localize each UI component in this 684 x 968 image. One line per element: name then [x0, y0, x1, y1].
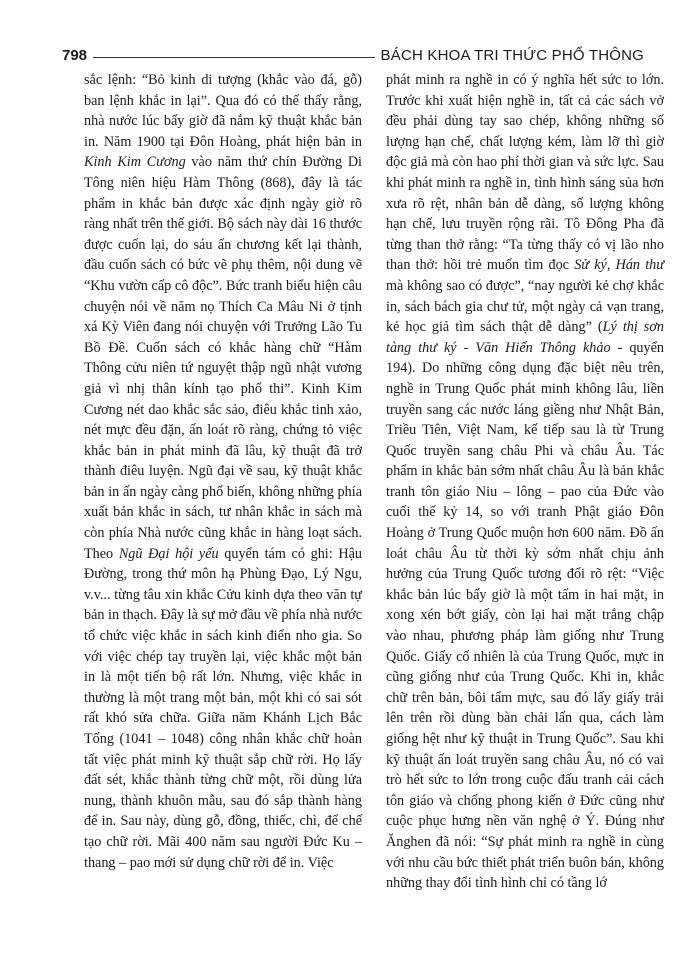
right-column [386, 70, 664, 894]
text-run: - quyển 194). Do những công dụng đặc biệt nêu trên, nghề in Trung Quốc phát minh không lâu, liền truyền sang các nước láng giềng như Nhật Bản, Triều Tiên, Việt Nam, kế tiếp sau là từ Trung Quốc truyền sang châu Phi và châu Âu. Tác phẩm in khắc bản sớm nhất châu Âu là bản khắc tranh tôn giáo Niu – lông – pao của Đức vào cuối thế kỷ 14, so với tranh Phật giáo Đôn Hoàng ở Trung Quốc muộn hơn 600 năm. Đồ ấn loát châu Âu từ thời kỳ sớm nhất chịu ảnh hưởng của Trung Quốc tương đối rõ rệt: “Việc khắc bản lúc bấy giờ là một tấm in hai mặt, in xong xén bớt giấy, còn lại hai mặt trắng chập vào nhau, phương pháp làm giống như Trung Quốc. Giấy cố nhiên là của Trung Quốc, mực in cũng giống như của Trung Quốc. Khi in, khắc chữ trên bản, bôi tẩm mực, sau đó lấy giấy trải lên trên rồi dùng bàn chải lấn qua, cách làm giống hệt như kỹ thuật in Trung Quốc”. Sau khi kỹ thuật ấn loát truyền sang châu Âu, nó có vai trò hết sức to lớn trong cuộc đấu tranh cải cách tôn giáo và chống phong kiến ở Đức cũng như cuộc phục hưng nền văn nghệ ở Ý. Đúng như Ănghen đã nói: “Sự phát minh ra nghề in cùng với nhu cầu bức thiết phát triển buôn bán, không những thay đổi tình hình chỉ có tầng lớ [386, 339, 664, 892]
text-run: sắc lệnh: “Bỏ kinh di tượng (khắc vào đá, gỗ) ban lệnh khắc in lại”. Qua đó có thể thấy rằng, nhà nước lúc bấy giờ đã nắm kỹ thuật khắc bản in. Năm 1900 tại Đôn Hoàng, phát hiện bản in [84, 72, 362, 150]
book-title-italic: Ngũ Đại hội yếu [118, 545, 219, 562]
page-header [62, 44, 644, 66]
text-run: vào năm thứ chín Đường Di Tông niên hiệu Hàm Thông (868), đây là tác phẩm in khắc bản được xác định ngày giờ rõ ràng nhất trên thế giới. Bộ sách này dài 16 thước được cuốn lại, do sáu ấn chương kết lại thành, đầu cuốn sách có bức vẽ phụ thêm, nội dung vẽ “Khu vườn cấp cô độc”. Bức tranh biểu hiện câu chuyện nói về năm nọ Thích Ca Mâu Ni ở tịnh xá Kỳ Viên đang nói chuyện với Trưởng Lão Tu Bồ Đề. Cuốn sách có khắc hàng chữ “Hàm Thông cửu niên tứ nguyệt thập ngũ nhật vương giả vì nhị thân kính tạo phổ thi”. Kinh Kim Cương nét dao khắc sắc sảo, điêu khắc tinh xảo, nét mực đều đặn, ấn loát rõ ràng, chứng tỏ việc khắc bản in phát minh đã lâu, kỹ thuật đã trở thành điêu luyện. Ngũ đại về sau, kỹ thuật khắc bản in ấn ngày càng phổ biến, không những phía xuất bản khắc in sách, tư nhân khắc in sách mà còn phía Nhà nước cũng khắc in hàng loạt sách. Theo [84, 154, 363, 562]
citation-italic: Lý thị sơn tàng thư ký - Văn Hiến Thông khảo [386, 319, 664, 356]
text-run: phát minh ra nghề in có ý nghĩa hết sức to lớn. Trước khi xuất hiện nghề in, tất cả các sách vở đều phải dùng tay sao chép, không những số lượng hạn chế, chất lượng kém, làm lỡ thì giờ độc giả mà còn hao phí thời gian và sức lực. Sau khi phát minh ra nghề in, tình hình sáng sủa hơn xưa rõ rệt, nhân bản dễ dàng, số lượng không hạn chế, lưu truyền rộng rãi. Tô Đông Pha đã từng than thở rằng: “Ta từng thấy có vị lão nho than thở: hồi trẻ muốn tìm đọc [386, 72, 664, 274]
book-title-italic: Kinh Kim Cương [84, 154, 186, 171]
running-title: BÁCH KHOA TRI THỨC PHỔ THÔNG [380, 46, 644, 64]
header-rule [93, 57, 375, 58]
page-number: 798 [62, 46, 88, 64]
book-title-italic: Sử ký, Hán thư [574, 257, 664, 274]
text-run: mà không sao có được”, “nay người kẻ chợ khắc in, sách bách gia chư tử, một ngày cả vạn trang, kẻ học giả tìm sách thật dễ dàng” ( [386, 277, 664, 336]
text-run: quyển tám có ghi: Hậu Đường, trong thứ môn hạ Phùng Đạo, Lý Ngu, v.v... từng tâu xin khắc Cửu kinh dựa theo văn tự bản in thạch. Đây là sự mở đầu về phía nhà nước tổ chức việc khắc in sách kinh điển nho gia. So với việc chép tay truyền lại, việc khắc một bản in là một tiến bộ rất lớn. Nhưng, việc khắc in thường là một trang một bản, một khi có sai sót rất khó sửa chữa. Giữa năm Khánh Lịch Bắc Tống (1041 – 1048) công nhân khắc chữ hoàn tất việc phát minh kỹ thuật sắp chữ rời. Họ lấy đất sét, khắc thành từng chữ một, rồi dùng lửa nung, thành khuôn mẫu, sau đó sắp thành hàng để in. Sau này, dùng gỗ, đồng, thiếc, chì, để chế tạo chữ rời. Mãi 400 năm sau người Đức Ku – thang – pao mới sử dụng chữ rời để in. Việc [84, 545, 362, 871]
left-column [84, 70, 362, 873]
